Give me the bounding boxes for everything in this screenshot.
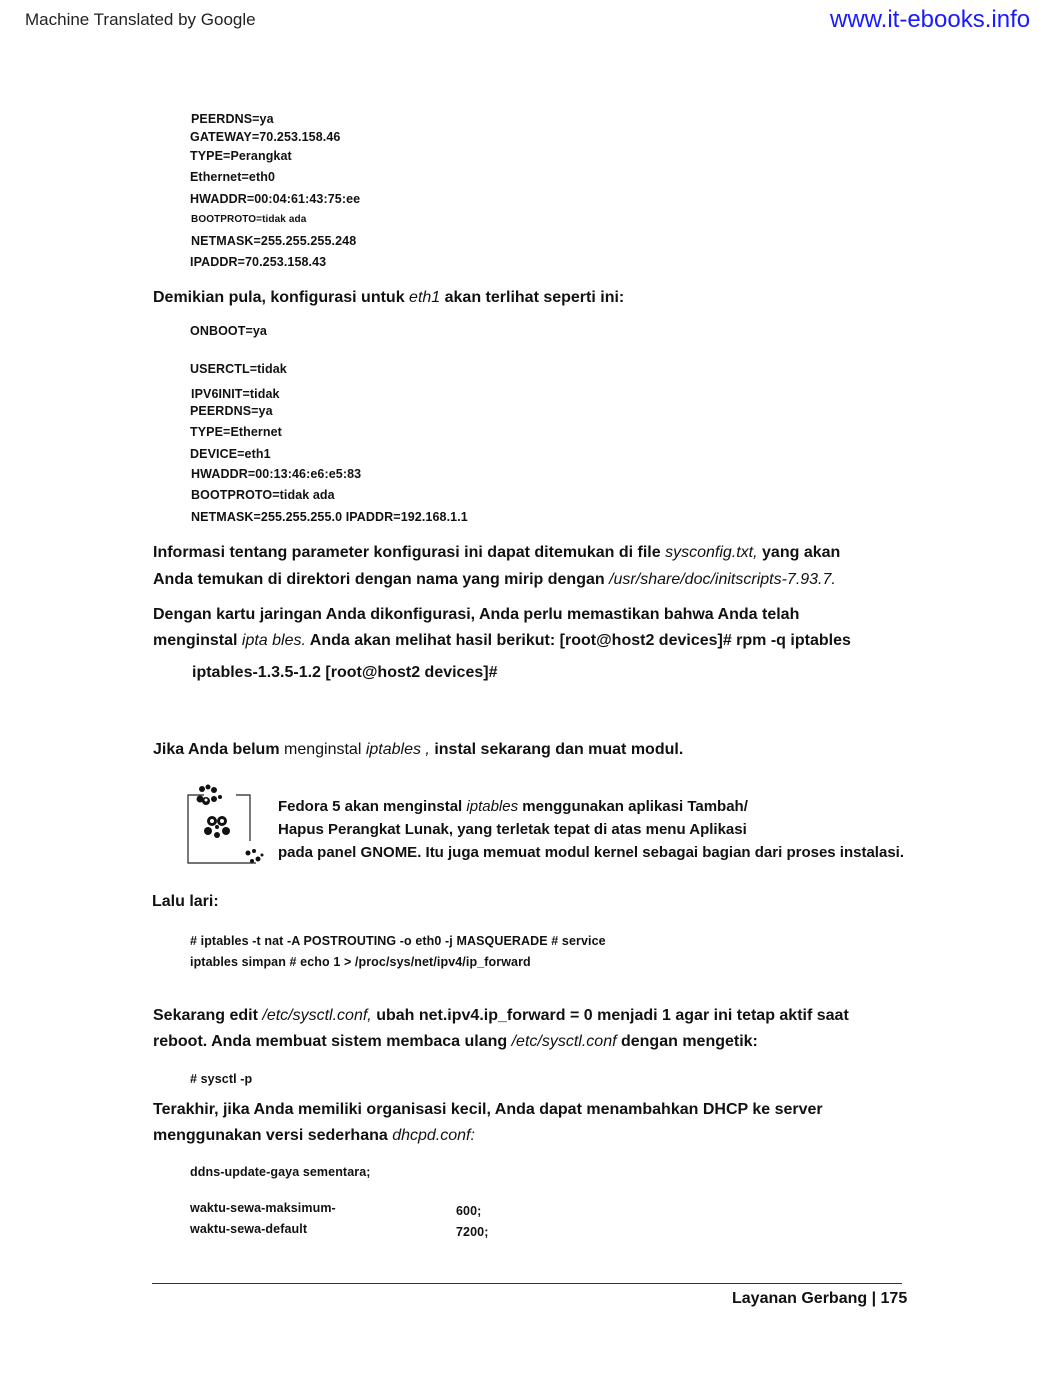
config-key: waktu-sewa-maksimum- — [190, 1201, 336, 1215]
text: menggunakan aplikasi Tambah/ — [518, 798, 748, 815]
note-line — [278, 798, 748, 815]
text: dengan mengetik: — [616, 1033, 758, 1050]
paragraph — [153, 632, 851, 650]
config-line: TYPE=Ethernet — [190, 425, 282, 439]
config-line: ONBOOT=ya — [190, 324, 267, 338]
config-line: ddns-update-gaya sementara; — [190, 1165, 371, 1179]
path: /etc/sysctl.conf, — [262, 1007, 372, 1024]
paragraph — [153, 571, 836, 589]
text: Anda temukan di direktori dengan nama yang mirip dengan — [153, 571, 610, 588]
package-name: iptables , — [365, 741, 430, 758]
config-line: TYPE=Perangkat — [190, 149, 292, 163]
note-line: pada panel GNOME. Itu juga memuat modul kernel sebagai bagian dari proses instalasi. — [278, 844, 904, 861]
command-line: # iptables -t nat -A POSTROUTING -o eth0 -j MASQUERADE # service — [190, 934, 606, 948]
page-footer: Layanan Gerbang | 175 — [732, 1290, 908, 1307]
config-line: PEERDNS=ya — [191, 112, 274, 126]
filename: dhcpd.conf: — [392, 1127, 475, 1144]
paragraph — [153, 1033, 758, 1051]
config-line: DEVICE=eth1 — [190, 447, 271, 461]
config-value: 7200; — [456, 1225, 489, 1239]
config-line: USERCTL=tidak — [190, 362, 287, 376]
paragraph — [153, 289, 624, 307]
text: yang akan — [757, 544, 841, 561]
command-line: iptables simpan # echo 1 > /proc/sys/net/ipv4/ip_forward — [190, 955, 531, 969]
config-line: HWADDR=00:13:46:e6:e5:83 — [191, 467, 362, 481]
text: Informasi tentang parameter konfigurasi ini dapat ditemukan di file — [153, 544, 666, 561]
command-output: iptables-1.3.5-1.2 [root@host2 devices]# — [192, 664, 498, 681]
config-value: 600; — [456, 1204, 482, 1218]
paragraph — [153, 544, 840, 562]
note-line: Hapus Perangkat Lunak, yang terletak tepat di atas menu Aplikasi — [278, 821, 747, 838]
config-line: GATEWAY=70.253.158.46 — [190, 130, 341, 144]
config-line: NETMASK=255.255.255.248 — [191, 234, 357, 248]
footer-rule — [152, 1283, 902, 1284]
text: Sekarang edit — [153, 1007, 263, 1024]
translation-banner: Machine Translated by Google — [25, 10, 256, 29]
source-link[interactable]: www.it-ebooks.info — [830, 6, 1031, 33]
config-line: PEERDNS=ya — [190, 404, 273, 418]
command-line: # sysctl -p — [190, 1072, 253, 1086]
text: akan terlihat seperti ini: — [440, 289, 625, 306]
text: menginstal — [153, 632, 242, 649]
paragraph — [153, 1127, 475, 1145]
owl-tip-icon — [186, 781, 272, 867]
text: Anda akan melihat hasil berikut: [root@host2 devices]# rpm -q iptables — [305, 632, 851, 649]
config-line: Ethernet=eth0 — [190, 170, 276, 184]
config-line: HWADDR=00:04:61:43:75:ee — [190, 192, 361, 206]
config-line: NETMASK=255.255.255.0 IPADDR=192.168.1.1 — [191, 510, 468, 524]
text: Demikian pula, konfigurasi untuk — [153, 289, 410, 306]
package-name: ipta bles. — [241, 632, 306, 649]
config-line: BOOTPROTO=tidak ada — [191, 214, 307, 225]
paragraph — [153, 741, 683, 759]
filename: eth1 — [409, 289, 441, 306]
path: /etc/sysctl.conf — [511, 1033, 617, 1050]
paragraph — [153, 1007, 849, 1025]
text: menggunakan versi sederhana — [153, 1127, 393, 1144]
text: reboot. Anda membuat sistem membaca ulang — [153, 1033, 512, 1050]
paragraph: Lalu lari: — [152, 893, 219, 910]
package-name: iptables — [466, 798, 519, 815]
text: instal sekarang dan muat modul. — [429, 741, 684, 758]
config-line: IPV6INIT=tidak — [191, 387, 280, 401]
text: Jika Anda belum — [153, 741, 280, 758]
text: menginstal — [279, 741, 366, 758]
text: Fedora 5 akan menginstal — [278, 798, 467, 815]
path: /usr/share/doc/initscripts-7.93.7. — [609, 571, 836, 588]
paragraph: Terakhir, jika Anda memiliki organisasi kecil, Anda dapat menambahkan DHCP ke server — [153, 1101, 823, 1118]
config-key: waktu-sewa-default — [190, 1222, 308, 1236]
config-line: BOOTPROTO=tidak ada — [191, 488, 335, 502]
paragraph: Dengan kartu jaringan Anda dikonfigurasi, Anda perlu memastikan bahwa Anda telah — [153, 606, 800, 623]
config-line: IPADDR=70.253.158.43 — [190, 255, 327, 269]
text: ubah net.ipv4.ip_forward = 0 menjadi 1 agar ini tetap aktif saat — [371, 1007, 849, 1024]
filename: sysconfig.txt, — [665, 544, 758, 561]
